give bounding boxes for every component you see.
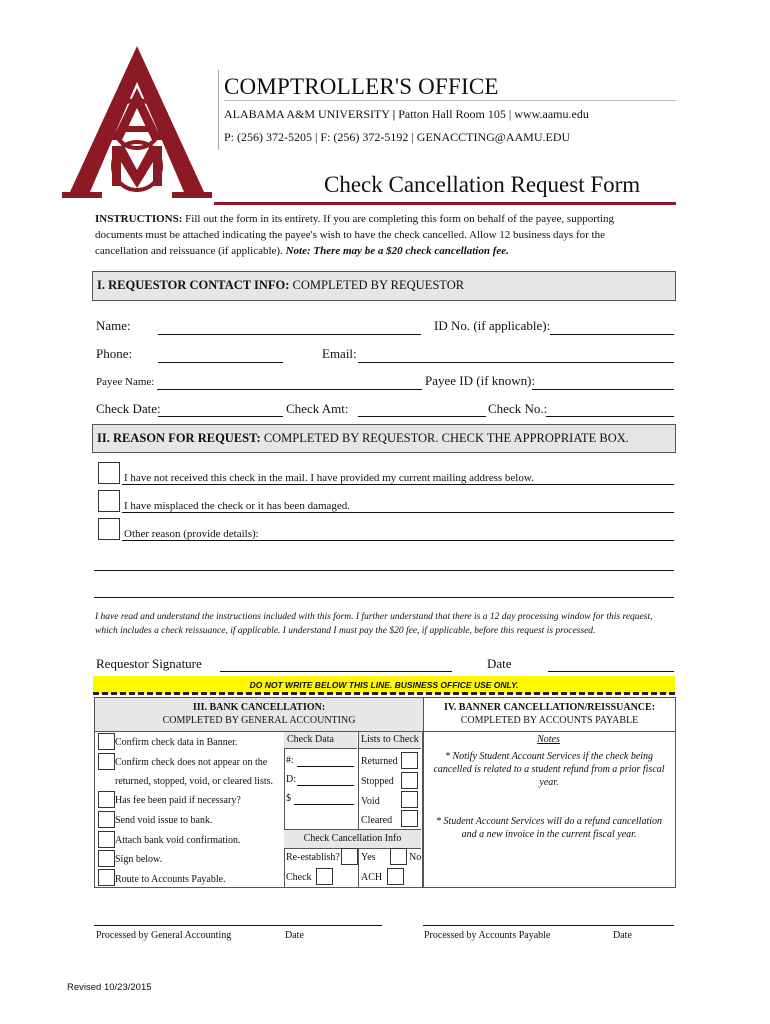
section4-header: [423, 697, 676, 732]
check-number-field[interactable]: [297, 766, 354, 767]
list-void-checkbox[interactable]: [401, 791, 418, 808]
check-no-label: Check No.:: [488, 401, 548, 416]
check-number-label: #:: [286, 755, 294, 766]
details-line-2[interactable]: [94, 597, 674, 598]
checklist-item: Route to Accounts Payable.: [115, 874, 226, 885]
list-returned-label: Returned: [361, 756, 398, 767]
instructions-note: Note: There may be a $20 check cancellation fee.: [285, 245, 509, 257]
reason-not-received-label: I have not received this check in the mail. I have provided my current mailing address below.: [124, 472, 534, 484]
revised-date: Revised 10/23/2015: [67, 982, 152, 993]
title-rule: [214, 202, 676, 205]
list-cleared-label: Cleared: [361, 815, 393, 826]
certification-text: I have read and understand the instructions included with this form. I further understand that there is a 12 day processing window for this request, which includes a check reissuance, if applicable. I understand I must pay the $20 fee, if applicable, before this request is processed.: [95, 612, 653, 636]
check-date-field[interactable]: [158, 416, 283, 417]
notes-title: Notes: [537, 734, 560, 745]
name-label: Name:: [96, 318, 131, 333]
ap-date-label: Date: [613, 930, 632, 941]
phone-field[interactable]: [158, 362, 283, 363]
signature-date-field[interactable]: [548, 671, 674, 672]
route-ap-checkbox[interactable]: [98, 869, 115, 886]
checklist-item: returned, stopped, void, or cleared lists.: [115, 776, 274, 787]
reason-rule: [122, 540, 674, 541]
lists-header-label: Lists to Check: [361, 734, 419, 745]
ga-date-label: Date: [285, 930, 304, 941]
office-use-text: DO NOT WRITE BELOW THIS LINE. BUSINESS OFFICE USE ONLY.: [249, 680, 519, 690]
sign-below-checkbox[interactable]: [98, 850, 115, 867]
payee-id-field[interactable]: [532, 389, 674, 390]
instructions-label: INSTRUCTIONS:: [95, 213, 183, 225]
check-date-short-field[interactable]: [297, 785, 354, 786]
check-amt-label: Check Amt:: [286, 401, 349, 416]
no-label: No: [409, 852, 422, 863]
check-data-header: [284, 732, 357, 749]
contact-line: P: (256) 372-5205 | F: (256) 372-5192 | GENACCTING@AAMU.EDU: [224, 130, 571, 144]
check-no-field[interactable]: [546, 416, 674, 417]
payee-id-label: Payee ID (if known):: [425, 373, 536, 388]
checklist-item: Send void issue to bank.: [115, 815, 213, 826]
check-amount-label: $: [286, 793, 291, 804]
section2-label: II. REASON FOR REQUEST:: [97, 431, 261, 445]
list-void-label: Void: [361, 796, 380, 807]
list-returned-checkbox[interactable]: [401, 752, 418, 769]
aamu-logo-graphic: [62, 42, 212, 202]
section4-sub: COMPLETED BY ACCOUNTS PAYABLE: [460, 715, 639, 726]
checklist-item: Sign below.: [115, 854, 163, 865]
address-rest: Patton Hall Room 105 | www.aamu.edu: [398, 107, 589, 121]
cancel-info-label: Check Cancellation Info: [303, 833, 402, 844]
instructions: [95, 211, 660, 259]
reason-other-checkbox[interactable]: [98, 518, 120, 540]
phone-label: Phone:: [96, 346, 133, 361]
reason-rule: [122, 484, 674, 485]
requestor-signature-field[interactable]: [220, 671, 452, 672]
reason-misplaced-label: I have misplaced the check or it has been damaged.: [124, 500, 351, 512]
id-no-field[interactable]: [550, 334, 674, 335]
fee-paid-checkbox[interactable]: [98, 791, 115, 808]
email-field[interactable]: [358, 362, 674, 363]
section2-sub: COMPLETED BY REQUESTOR. CHECK THE APPROPRIATE BOX.: [263, 431, 629, 445]
yes-label: Yes: [361, 852, 376, 863]
reestablish-label: Re-establish?: [286, 852, 340, 863]
name-field[interactable]: [158, 334, 421, 335]
cut-line: [93, 692, 675, 695]
confirm-lists-checkbox[interactable]: [98, 753, 115, 770]
ap-signature-field[interactable]: [423, 925, 674, 926]
reestablish-yes-checkbox[interactable]: [341, 848, 358, 865]
requestor-signature-label: Requestor Signature: [96, 656, 202, 671]
section3-label: III. BANK CANCELLATION:: [192, 702, 326, 713]
note-2: * Student Account Services will do a refund cancellation and a new invoice in the current fiscal year.: [435, 816, 663, 840]
list-stopped-checkbox[interactable]: [401, 772, 418, 789]
reason-rule: [122, 512, 674, 513]
header-divider: [218, 70, 219, 150]
method-ach-label: ACH: [361, 872, 383, 883]
checklist-item: Confirm check data in Banner.: [115, 737, 238, 748]
processed-ga-label: Processed by General Accounting: [96, 930, 232, 941]
reason-not-received-checkbox[interactable]: [98, 462, 120, 484]
checklist-item: Confirm check does not appear on the: [115, 757, 268, 768]
aamu-logo: [62, 42, 212, 202]
header-rule: [224, 100, 676, 101]
checklist-item: Has fee been paid if necessary?: [115, 795, 241, 806]
payee-name-label: Payee Name:: [96, 376, 155, 388]
payee-name-field[interactable]: [157, 389, 422, 390]
reason-misplaced-checkbox[interactable]: [98, 490, 120, 512]
section1-label: I. REQUESTOR CONTACT INFO:: [97, 278, 290, 292]
office-title: COMPTROLLER'S OFFICE: [224, 74, 499, 99]
confirm-banner-checkbox[interactable]: [98, 733, 115, 750]
section2-header: [92, 424, 676, 453]
reason-other-label: Other reason (provide details):: [124, 528, 259, 540]
ga-signature-field[interactable]: [94, 925, 382, 926]
section1-header: [92, 271, 676, 301]
email-label: Email:: [322, 346, 357, 361]
section3-header: [94, 697, 424, 732]
attach-void-checkbox[interactable]: [98, 831, 115, 848]
section4-label: IV. BANNER CANCELLATION/REISSUANCE:: [443, 702, 656, 713]
list-cleared-checkbox[interactable]: [401, 810, 418, 827]
checklist-item: Attach bank void confirmation.: [115, 835, 241, 846]
method-ach-checkbox[interactable]: [387, 868, 404, 885]
check-date-short-label: D:: [286, 774, 296, 785]
signature-date-label: Date: [487, 656, 512, 671]
check-data-header-label: Check Data: [287, 734, 334, 745]
processed-ap-label: Processed by Accounts Payable: [424, 930, 551, 941]
instructions-text: Fill out the form in its entirety. If you are completing this form on behalf of the payee, supporting documents must be attached indicating the payee's wish to have the check cancelled. Allow 12 business days for the cancellation and reissuance (if applicable).: [95, 213, 614, 257]
address-separator: |: [392, 107, 396, 121]
section3-sub: COMPLETED BY GENERAL ACCOUNTING: [162, 715, 356, 726]
details-line-1[interactable]: [94, 570, 674, 571]
university-name: ALABAMA A&M UNIVERSITY: [224, 107, 390, 121]
lists-header: [359, 732, 421, 749]
list-stopped-label: Stopped: [361, 776, 394, 787]
note-1: * Notify Student Account Services if the check being cancelled is related to a student refund from a prior fiscal year.: [433, 751, 665, 788]
form-title: Check Cancellation Request Form: [324, 172, 641, 197]
method-check-label: Check: [286, 872, 312, 883]
id-no-label: ID No. (if applicable):: [434, 318, 551, 333]
address-line: [224, 107, 589, 122]
check-date-label: Check Date:: [96, 401, 161, 416]
check-amt-field[interactable]: [358, 416, 486, 417]
send-void-checkbox[interactable]: [98, 811, 115, 828]
section1-sub: COMPLETED BY REQUESTOR: [292, 278, 465, 292]
method-check-checkbox[interactable]: [316, 868, 333, 885]
reestablish-no-checkbox[interactable]: [390, 848, 407, 865]
check-amount-field[interactable]: [294, 804, 354, 805]
